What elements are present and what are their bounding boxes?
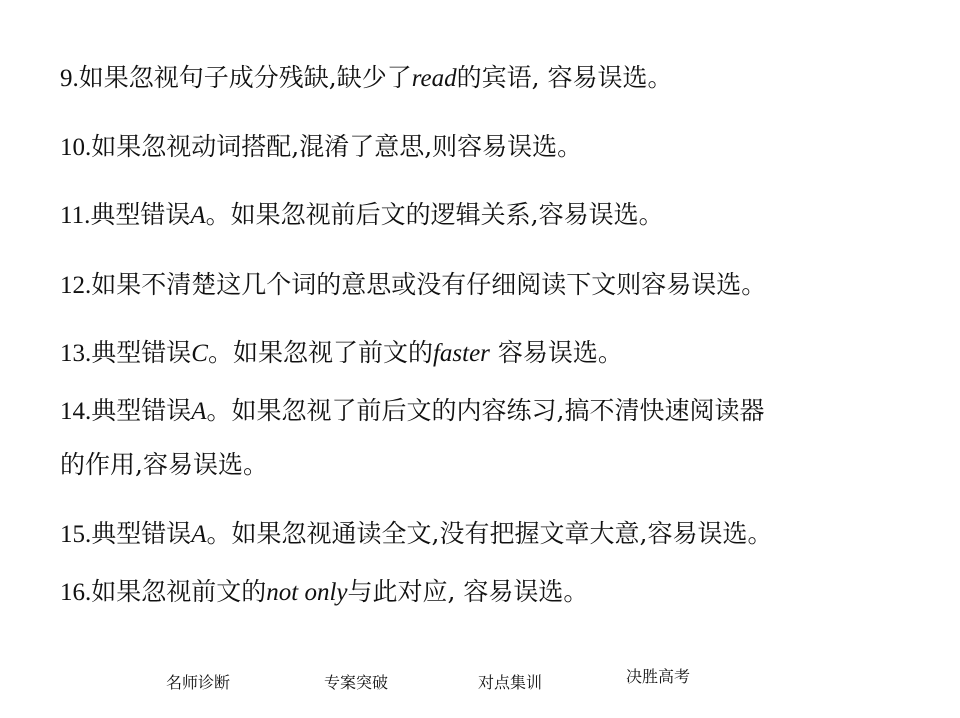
explanation-text: 如果不清楚这几个词的意思或没有仔细阅读下文则容易误选。 xyxy=(91,270,767,299)
item-number: 11. xyxy=(60,202,91,229)
explanation-text: 的作用,容易误选。 xyxy=(60,450,268,479)
nav-exam-success[interactable]: 决胜高考 xyxy=(626,667,691,686)
explanation-line xyxy=(60,510,940,559)
explanation-text: 典型错误 xyxy=(90,200,191,229)
explanation-text: 。如果忽视前后文的逻辑关系,容易误选。 xyxy=(205,200,664,229)
italic-term: A xyxy=(190,202,206,229)
item-number: 16. xyxy=(60,579,92,606)
explanation-line xyxy=(60,261,940,310)
explanation-text: 典型错误 xyxy=(91,519,192,548)
explanation-line xyxy=(60,568,940,617)
explanation-line xyxy=(60,191,940,240)
explanation-line xyxy=(60,387,940,436)
explanation-text: 典型错误 xyxy=(91,338,192,367)
explanation-text: 与此对应, 容易误选。 xyxy=(347,577,589,606)
explanation-text: 如果忽视动词搭配,混淆了意思,则容易误选。 xyxy=(91,132,583,161)
explanation-text: 如果忽视句子成分残缺,缺少了 xyxy=(78,63,412,92)
item-number: 10. xyxy=(60,134,92,161)
item-number: 9. xyxy=(60,65,79,92)
item-number: 14. xyxy=(60,398,92,425)
item-number: 13. xyxy=(60,340,92,367)
italic-term: faster xyxy=(432,340,490,367)
item-number: 12. xyxy=(60,272,92,299)
explanation-text: 典型错误 xyxy=(91,396,192,425)
explanation-line xyxy=(60,441,940,489)
explanation-text: 。如果忽视通读全文,没有把握文章大意,容易误选。 xyxy=(206,519,773,548)
explanation-line xyxy=(60,329,940,378)
explanation-text: 容易误选。 xyxy=(489,338,623,367)
item-number: 15. xyxy=(60,521,92,548)
italic-term: C xyxy=(191,340,208,367)
italic-term: A xyxy=(191,521,207,548)
nav-teacher-diagnosis[interactable]: 名师诊断 xyxy=(166,673,231,692)
bottom-navigation xyxy=(0,667,960,700)
explanation-line xyxy=(60,54,940,103)
italic-term: read xyxy=(411,65,457,92)
nav-targeted-practice[interactable]: 对点集训 xyxy=(478,673,543,692)
explanation-text: 。如果忽视了前后文的内容练习,搞不清快速阅读器 xyxy=(206,396,765,425)
explanation-text: 。如果忽视了前文的 xyxy=(207,338,433,367)
explanation-line xyxy=(60,123,940,172)
italic-term: A xyxy=(191,398,207,425)
explanation-text: 的宾语, 容易误选。 xyxy=(456,63,673,92)
italic-term: not only xyxy=(266,579,348,606)
nav-topic-breakthrough[interactable]: 专案突破 xyxy=(324,673,389,692)
explanation-text: 如果忽视前文的 xyxy=(91,577,267,606)
